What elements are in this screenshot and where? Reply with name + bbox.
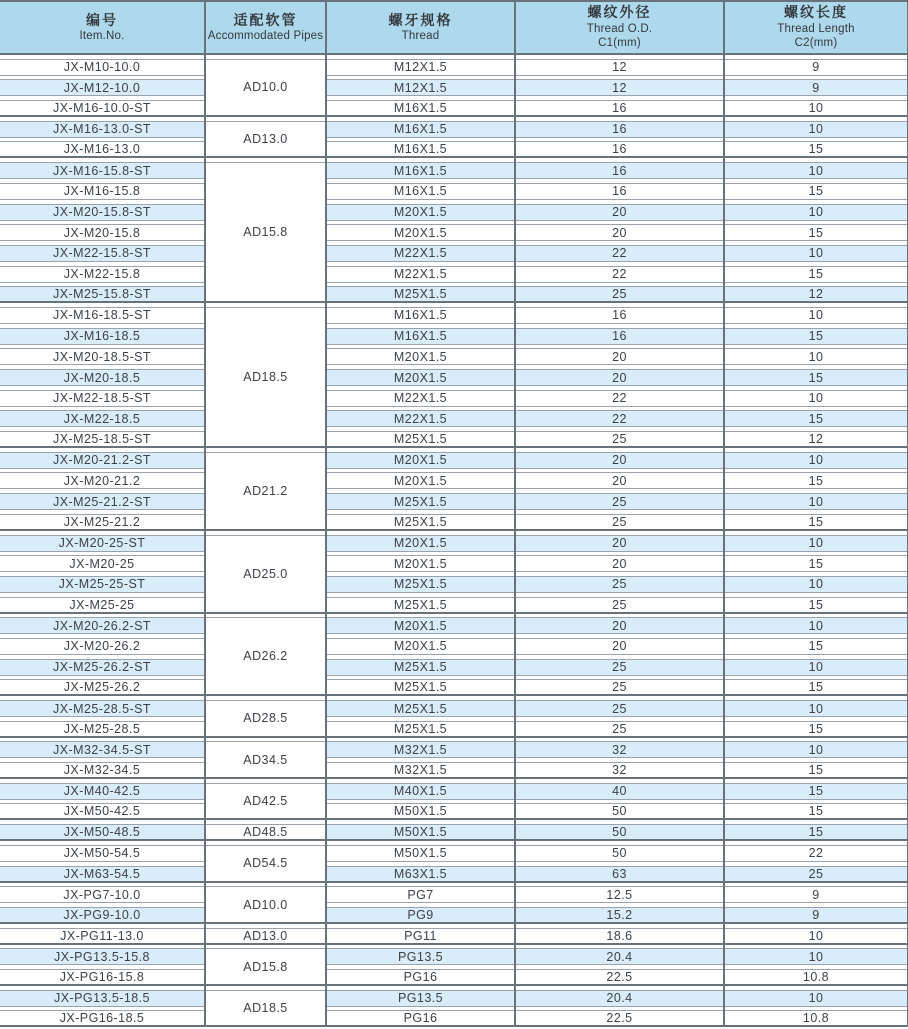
od-cell: 12 — [516, 79, 723, 96]
item-cell: JX-M16-13.0 — [0, 141, 204, 158]
thread-cell: M16X1.5 — [327, 307, 514, 324]
length-cell: 15 — [725, 824, 907, 841]
thread-cell: M20X1.5 — [327, 369, 514, 386]
length-cell: 15 — [725, 762, 907, 779]
od-cell: 25 — [516, 700, 723, 717]
thread-cell: M22X1.5 — [327, 266, 514, 283]
length-cell: 12 — [725, 431, 907, 448]
od-cell: 15.2 — [516, 907, 723, 924]
thread-cell: M25X1.5 — [327, 514, 514, 531]
thread-cell: M20X1.5 — [327, 224, 514, 241]
item-cell: JX-M16-13.0-ST — [0, 121, 204, 138]
item-cell: JX-M32-34.5-ST — [0, 741, 204, 758]
thread-cell: PG7 — [327, 886, 514, 903]
header-accommodated-pipes — [206, 2, 325, 55]
length-cell: 15 — [725, 266, 907, 283]
od-cell: 18.6 — [516, 928, 723, 945]
thread-cell: M63X1.5 — [327, 866, 514, 883]
header-thread-en: Thread — [401, 30, 440, 43]
od-cell: 20 — [516, 638, 723, 655]
thread-cell: M25X1.5 — [327, 431, 514, 448]
header-thread-length-zh: 螺纹长度 — [784, 4, 848, 21]
od-cell: 16 — [516, 183, 723, 200]
length-cell: 15 — [725, 369, 907, 386]
od-cell: 12 — [516, 59, 723, 76]
length-cell: 15 — [725, 141, 907, 158]
length-cell: 10 — [725, 700, 907, 717]
thread-cell: M20X1.5 — [327, 348, 514, 365]
od-cell: 20 — [516, 204, 723, 221]
item-cell: JX-M20-25 — [0, 555, 204, 572]
thread-cell: M16X1.5 — [327, 121, 514, 138]
od-cell: 50 — [516, 845, 723, 862]
length-cell: 15 — [725, 597, 907, 614]
header-thread-length-unit: C2(mm) — [794, 37, 838, 50]
pipe-cell: AD25.0 — [206, 535, 325, 614]
od-cell: 20 — [516, 617, 723, 634]
pipe-cell: AD10.0 — [206, 59, 325, 117]
length-cell: 10 — [725, 204, 907, 221]
length-cell: 12 — [725, 286, 907, 303]
item-cell: JX-PG13.5-18.5 — [0, 990, 204, 1007]
od-cell: 25 — [516, 679, 723, 696]
thread-cell: PG16 — [327, 1010, 514, 1027]
od-cell: 16 — [516, 162, 723, 179]
pipe-cell: AD13.0 — [206, 928, 325, 945]
header-thread-length-en: Thread Length — [777, 22, 855, 35]
length-cell: 15 — [725, 410, 907, 427]
item-cell: JX-M20-18.5 — [0, 369, 204, 386]
od-cell: 25 — [516, 721, 723, 738]
thread-cell: M22X1.5 — [327, 410, 514, 427]
length-cell: 10 — [725, 390, 907, 407]
thread-cell: M20X1.5 — [327, 204, 514, 221]
pipe-cell: AD21.2 — [206, 452, 325, 531]
item-cell: JX-M25-28.5 — [0, 721, 204, 738]
od-cell: 22 — [516, 410, 723, 427]
od-cell: 16 — [516, 141, 723, 158]
thread-cell: M22X1.5 — [327, 245, 514, 262]
od-cell: 20.4 — [516, 948, 723, 965]
length-cell: 10 — [725, 307, 907, 324]
length-cell: 9 — [725, 59, 907, 76]
length-cell: 15 — [725, 514, 907, 531]
item-cell: JX-M25-15.8-ST — [0, 286, 204, 303]
od-cell: 20 — [516, 535, 723, 552]
thread-cell: M16X1.5 — [327, 183, 514, 200]
length-cell: 10 — [725, 576, 907, 593]
thread-cell: M12X1.5 — [327, 59, 514, 76]
item-cell: JX-M25-21.2 — [0, 514, 204, 531]
thread-cell: M16X1.5 — [327, 141, 514, 158]
item-cell: JX-PG16-15.8 — [0, 969, 204, 986]
length-cell: 10 — [725, 535, 907, 552]
length-cell: 10 — [725, 452, 907, 469]
thread-cell: M20X1.5 — [327, 617, 514, 634]
od-cell: 50 — [516, 803, 723, 820]
od-cell: 22 — [516, 390, 723, 407]
pipe-cell: AD18.5 — [206, 990, 325, 1028]
item-cell: JX-M20-18.5-ST — [0, 348, 204, 365]
thread-cell: M50X1.5 — [327, 845, 514, 862]
length-cell: 25 — [725, 866, 907, 883]
header-item-no-en: Item.No. — [79, 30, 125, 43]
od-cell: 25 — [516, 576, 723, 593]
item-cell: JX-M25-26.2-ST — [0, 659, 204, 676]
item-cell: JX-PG13.5-15.8 — [0, 948, 204, 965]
thread-cell: M25X1.5 — [327, 286, 514, 303]
od-cell: 16 — [516, 100, 723, 117]
pipe-cell: AD15.8 — [206, 162, 325, 303]
header-thread-od-en: Thread O.D. — [586, 22, 653, 35]
length-cell: 10 — [725, 348, 907, 365]
item-cell: JX-M10-10.0 — [0, 59, 204, 76]
thread-cell: PG11 — [327, 928, 514, 945]
od-cell: 22.5 — [516, 969, 723, 986]
item-cell: JX-M32-34.5 — [0, 762, 204, 779]
od-cell: 16 — [516, 121, 723, 138]
od-cell: 25 — [516, 286, 723, 303]
item-cell: JX-M25-21.2-ST — [0, 493, 204, 510]
length-cell: 9 — [725, 79, 907, 96]
length-cell: 15 — [725, 803, 907, 820]
length-cell: 15 — [725, 783, 907, 800]
od-cell: 40 — [516, 783, 723, 800]
length-cell: 15 — [725, 183, 907, 200]
thread-cell: M22X1.5 — [327, 390, 514, 407]
header-item-no — [0, 2, 204, 55]
item-cell: JX-M63-54.5 — [0, 866, 204, 883]
item-cell: JX-M25-25 — [0, 597, 204, 614]
item-cell: JX-PG11-13.0 — [0, 928, 204, 945]
item-cell: JX-M16-18.5 — [0, 328, 204, 345]
length-cell: 15 — [725, 555, 907, 572]
thread-cell: M16X1.5 — [327, 328, 514, 345]
length-cell: 10 — [725, 617, 907, 634]
item-cell: JX-M20-26.2-ST — [0, 617, 204, 634]
item-cell: JX-M20-26.2 — [0, 638, 204, 655]
length-cell: 10 — [725, 121, 907, 138]
item-cell: JX-M22-15.8 — [0, 266, 204, 283]
od-cell: 25 — [516, 514, 723, 531]
item-cell: JX-M25-25-ST — [0, 576, 204, 593]
pipe-cell: AD48.5 — [206, 824, 325, 841]
header-thread-length — [725, 2, 907, 55]
length-cell: 10.8 — [725, 1010, 907, 1027]
item-cell: JX-PG16-18.5 — [0, 1010, 204, 1027]
length-cell: 10 — [725, 493, 907, 510]
length-cell: 15 — [725, 638, 907, 655]
od-cell: 20 — [516, 348, 723, 365]
length-cell: 9 — [725, 907, 907, 924]
item-cell: JX-M20-21.2-ST — [0, 452, 204, 469]
thread-cell: M20X1.5 — [327, 638, 514, 655]
thread-cell: PG13.5 — [327, 948, 514, 965]
thread-cell: PG9 — [327, 907, 514, 924]
od-cell: 20 — [516, 472, 723, 489]
thread-cell: M16X1.5 — [327, 162, 514, 179]
pipe-cell: AD54.5 — [206, 845, 325, 883]
length-cell: 10 — [725, 741, 907, 758]
od-cell: 32 — [516, 762, 723, 779]
item-cell: JX-M25-26.2 — [0, 679, 204, 696]
od-cell: 20 — [516, 224, 723, 241]
item-cell: JX-M20-25-ST — [0, 535, 204, 552]
pipe-cell: AD42.5 — [206, 783, 325, 821]
header-thread-od-zh: 螺纹外径 — [587, 4, 652, 21]
item-cell: JX-M25-28.5-ST — [0, 700, 204, 717]
thread-cell: M25X1.5 — [327, 721, 514, 738]
od-cell: 12.5 — [516, 886, 723, 903]
length-cell: 10 — [725, 990, 907, 1007]
item-cell: JX-M22-18.5 — [0, 410, 204, 427]
thread-cell: M50X1.5 — [327, 803, 514, 820]
item-cell: JX-M50-48.5 — [0, 824, 204, 841]
thread-cell: M16X1.5 — [327, 100, 514, 117]
od-cell: 20 — [516, 555, 723, 572]
item-cell: JX-M16-15.8-ST — [0, 162, 204, 179]
length-cell: 15 — [725, 679, 907, 696]
length-cell: 10 — [725, 100, 907, 117]
od-cell: 22.5 — [516, 1010, 723, 1027]
thread-cell: M25X1.5 — [327, 679, 514, 696]
pipe-cell: AD15.8 — [206, 948, 325, 986]
header-thread-od-unit: C1(mm) — [598, 37, 641, 50]
od-cell: 50 — [516, 824, 723, 841]
thread-cell: M20X1.5 — [327, 535, 514, 552]
item-cell: JX-M16-18.5-ST — [0, 307, 204, 324]
item-cell: JX-M20-15.8 — [0, 224, 204, 241]
thread-cell: M50X1.5 — [327, 824, 514, 841]
od-cell: 25 — [516, 431, 723, 448]
item-cell: JX-M22-18.5-ST — [0, 390, 204, 407]
length-cell: 10.8 — [725, 969, 907, 986]
length-cell: 15 — [725, 721, 907, 738]
od-cell: 20 — [516, 369, 723, 386]
header-thread-zh: 螺牙规格 — [388, 11, 453, 28]
thread-cell: M25X1.5 — [327, 493, 514, 510]
pipe-cell: AD34.5 — [206, 741, 325, 779]
item-cell: JX-M50-54.5 — [0, 845, 204, 862]
od-cell: 16 — [516, 307, 723, 324]
length-cell: 15 — [725, 328, 907, 345]
od-cell: 25 — [516, 659, 723, 676]
thread-cell: M25X1.5 — [327, 659, 514, 676]
pipe-cell: AD13.0 — [206, 121, 325, 159]
thread-cell: M40X1.5 — [327, 783, 514, 800]
header-item-no-zh: 编号 — [86, 11, 118, 28]
item-cell: JX-M20-15.8-ST — [0, 204, 204, 221]
pipe-cell: AD10.0 — [206, 886, 325, 924]
length-cell: 15 — [725, 224, 907, 241]
thread-cell: M25X1.5 — [327, 597, 514, 614]
length-cell: 10 — [725, 659, 907, 676]
length-cell: 10 — [725, 162, 907, 179]
od-cell: 63 — [516, 866, 723, 883]
thread-cell: M12X1.5 — [327, 79, 514, 96]
length-cell: 10 — [725, 245, 907, 262]
pipe-cell: AD28.5 — [206, 700, 325, 738]
pipe-cell: AD26.2 — [206, 617, 325, 696]
od-cell: 20.4 — [516, 990, 723, 1007]
thread-cell: M20X1.5 — [327, 555, 514, 572]
item-cell: JX-M16-10.0-ST — [0, 100, 204, 117]
length-cell: 10 — [725, 948, 907, 965]
od-cell: 20 — [516, 452, 723, 469]
item-cell: JX-PG7-10.0 — [0, 886, 204, 903]
pipe-cell: AD18.5 — [206, 307, 325, 448]
thread-cell: M32X1.5 — [327, 741, 514, 758]
header-thread-od — [516, 2, 723, 55]
item-cell: JX-M22-15.8-ST — [0, 245, 204, 262]
item-cell: JX-M20-21.2 — [0, 472, 204, 489]
item-cell: JX-M40-42.5 — [0, 783, 204, 800]
thread-cell: M25X1.5 — [327, 576, 514, 593]
header-accommodated-pipes-zh: 适配软管 — [233, 11, 298, 28]
item-cell: JX-M50-42.5 — [0, 803, 204, 820]
header-accommodated-pipes-en: Accommodated Pipes — [207, 30, 324, 43]
length-cell: 9 — [725, 886, 907, 903]
od-cell: 25 — [516, 493, 723, 510]
thread-cell: M20X1.5 — [327, 472, 514, 489]
od-cell: 32 — [516, 741, 723, 758]
thread-cell: M20X1.5 — [327, 452, 514, 469]
thread-cell: PG13.5 — [327, 990, 514, 1007]
item-cell: JX-M16-15.8 — [0, 183, 204, 200]
thread-cell: M32X1.5 — [327, 762, 514, 779]
thread-cell: PG16 — [327, 969, 514, 986]
od-cell: 16 — [516, 328, 723, 345]
length-cell: 10 — [725, 928, 907, 945]
od-cell: 25 — [516, 597, 723, 614]
thread-cell: M25X1.5 — [327, 700, 514, 717]
length-cell: 15 — [725, 472, 907, 489]
item-cell: JX-PG9-10.0 — [0, 907, 204, 924]
item-cell: JX-M25-18.5-ST — [0, 431, 204, 448]
length-cell: 22 — [725, 845, 907, 862]
header-thread — [327, 2, 514, 55]
od-cell: 22 — [516, 245, 723, 262]
item-cell: JX-M12-10.0 — [0, 79, 204, 96]
od-cell: 22 — [516, 266, 723, 283]
